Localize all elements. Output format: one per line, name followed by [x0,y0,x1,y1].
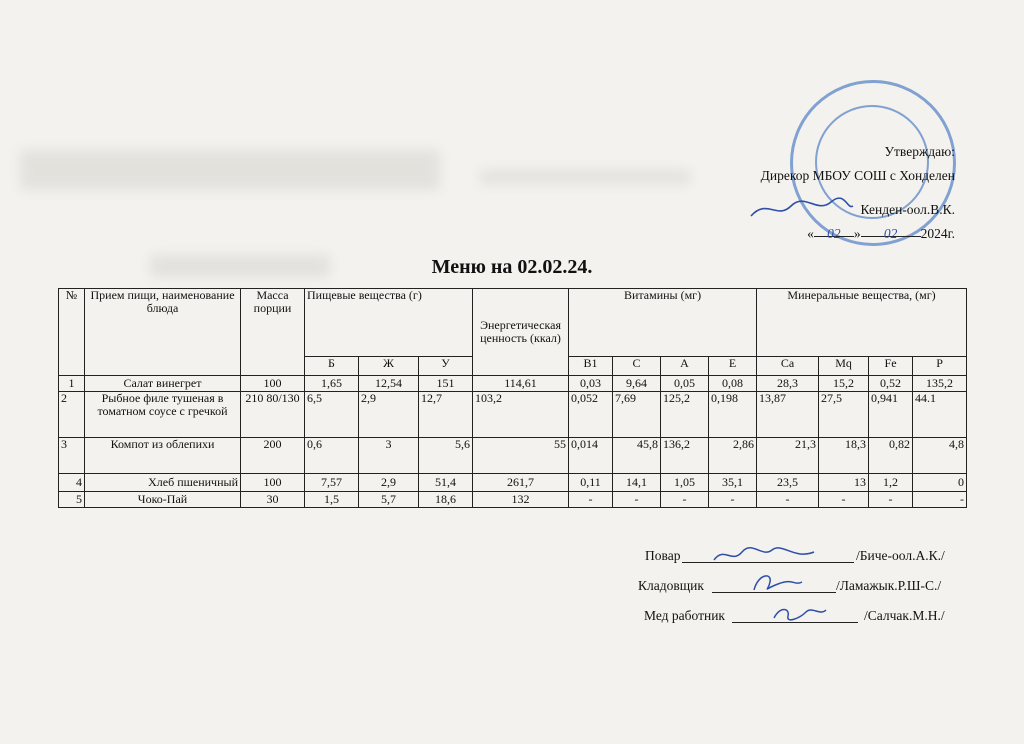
cell-e: - [709,492,757,508]
cell-p: 0 [913,474,967,492]
header-energy: Энергетическая ценность (ккал) [473,289,569,376]
cell-mg: 15,2 [819,376,869,392]
cell-mg: - [819,492,869,508]
approval-heading: Утверждаю: [884,144,955,159]
director-signature-icon [747,196,857,222]
cell-mass: 200 [241,438,305,474]
cell-e: 35,1 [709,474,757,492]
page-title: Меню на 02.02.24. [431,256,593,278]
director-signature-line [700,188,955,222]
director-line: Дирекор МБОУ СОШ с Хонделен [760,168,955,183]
cell-name: Чоко-Пай [85,492,241,508]
cell-ca: 21,3 [757,438,819,474]
header-vitamins: Витамины (мг) [569,289,757,357]
storekeeper-label: Кладовщик [638,578,704,593]
cell-name: Рыбное филе тушеная в томатном соусе с гречкой [85,392,241,438]
subheader-cell: Ca [757,357,819,376]
table-row [59,376,967,392]
cell-b1: - [569,492,613,508]
cell-fat: 12,54 [359,376,419,392]
cell-carbs: 12,7 [419,392,473,438]
cell-fat: 5,7 [359,492,419,508]
cell-p: - [913,492,967,508]
cell-protein: 6,5 [305,392,359,438]
cell-e: 0,198 [709,392,757,438]
cook-label: Повар [645,548,681,563]
cell-ca: 13,87 [757,392,819,438]
cell-fe: - [869,492,913,508]
cell-e: 0,08 [709,376,757,392]
cell-c: 7,69 [613,392,661,438]
header-minerals: Минеральные вещества, (мг) [757,289,967,357]
cell-num: 2 [59,392,85,438]
cell-mg: 18,3 [819,438,869,474]
cell-c: - [613,492,661,508]
medic-signature-row [610,608,970,638]
date-day: 02 [814,222,854,237]
cell-protein: 1,5 [305,492,359,508]
medic-label: Мед работник [644,608,725,623]
cell-name: Компот из облепихи [85,438,241,474]
subheader-cell: P [913,357,967,376]
date-open-quote: « [807,226,814,241]
cell-energy: 114,61 [473,376,569,392]
table-row [59,392,967,438]
cell-fe: 0,52 [869,376,913,392]
cell-carbs: 51,4 [419,474,473,492]
header-row [59,289,967,357]
medic-signature-icon [770,602,830,624]
cell-fat: 2,9 [359,474,419,492]
header-meal: Прием пищи, наименование блюда [85,289,241,376]
subheader-cell: E [709,357,757,376]
approval-date [700,222,955,246]
menu-table [58,288,967,508]
cell-carbs: 18,6 [419,492,473,508]
cell-ca: 23,5 [757,474,819,492]
cell-protein: 7,57 [305,474,359,492]
cook-name: /Биче-оол.А.К./ [856,548,945,563]
cell-fat: 2,9 [359,392,419,438]
cell-mass: 30 [241,492,305,508]
staff-signatures [610,548,970,638]
cell-mg: 27,5 [819,392,869,438]
cell-carbs: 5,6 [419,438,473,474]
medic-name: /Салчак.М.Н./ [864,608,945,623]
date-year: 2024г. [920,226,955,241]
subheader-cell: C [613,357,661,376]
cell-p: 44.1 [913,392,967,438]
cell-b1: 0,11 [569,474,613,492]
table-row [59,474,967,492]
cell-ca: 28,3 [757,376,819,392]
cell-p: 135,2 [913,376,967,392]
cell-a: 0,05 [661,376,709,392]
cell-a: 125,2 [661,392,709,438]
cell-mass: 100 [241,376,305,392]
bleed-through-mark [20,150,440,190]
table-row [59,438,967,474]
subheader-cell: У [419,357,473,376]
storekeeper-name: /Ламажык.Р.Ш-С./ [836,578,942,593]
header-nutrients: Пищевые вещества (г) [305,289,473,357]
cell-p: 4,8 [913,438,967,474]
cell-b1: 0,052 [569,392,613,438]
cell-mg: 13 [819,474,869,492]
cell-c: 45,8 [613,438,661,474]
cell-b1: 0,014 [569,438,613,474]
cell-mass: 210 80/130 [241,392,305,438]
cell-name: Хлеб пшеничный [85,474,241,492]
director-name: Кенден-оол.В.К. [860,202,955,217]
cell-num: 5 [59,492,85,508]
cell-energy: 132 [473,492,569,508]
cell-energy: 261,7 [473,474,569,492]
date-close-quote: » [853,226,861,241]
cell-carbs: 151 [419,376,473,392]
subheader-cell: Mq [819,357,869,376]
cell-protein: 1,65 [305,376,359,392]
cell-num: 4 [59,474,85,492]
cell-num: 1 [59,376,85,392]
cell-fe: 0,82 [869,438,913,474]
cell-energy: 55 [473,438,569,474]
approval-block [700,140,955,246]
storekeeper-signature-icon [748,570,808,594]
table-row [59,492,967,508]
subheader-cell: Б [305,357,359,376]
cell-ca: - [757,492,819,508]
date-month: 02 [861,222,921,237]
cell-mass: 100 [241,474,305,492]
cell-a: 136,2 [661,438,709,474]
cell-fe: 1,2 [869,474,913,492]
subheader-cell: B1 [569,357,613,376]
cell-fat: 3 [359,438,419,474]
cell-e: 2,86 [709,438,757,474]
subheader-cell: A [661,357,709,376]
cell-fe: 0,941 [869,392,913,438]
cell-b1: 0,03 [569,376,613,392]
cell-c: 9,64 [613,376,661,392]
bleed-through-mark [480,170,690,184]
cell-a: - [661,492,709,508]
cell-num: 3 [59,438,85,474]
subheader-cell: Ж [359,357,419,376]
cell-protein: 0,6 [305,438,359,474]
cell-energy: 103,2 [473,392,569,438]
header-mass: Масса порции [241,289,305,376]
cell-name: Салат винегрет [85,376,241,392]
header-num: № [59,289,85,376]
subheader-cell: Fe [869,357,913,376]
cell-c: 14,1 [613,474,661,492]
cook-signature-icon [710,542,820,566]
cell-a: 1,05 [661,474,709,492]
